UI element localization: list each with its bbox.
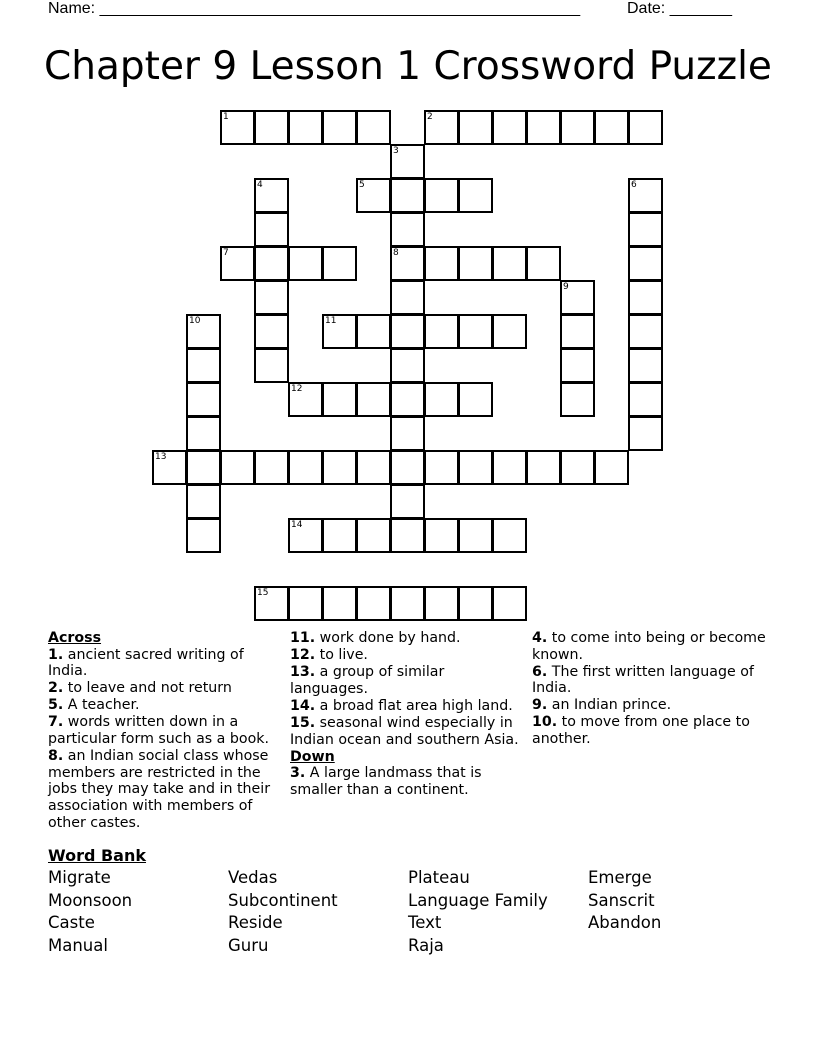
crossword-cell[interactable] bbox=[356, 110, 391, 145]
crossword-cell[interactable] bbox=[390, 518, 425, 553]
crossword-cell[interactable] bbox=[458, 178, 493, 213]
word-bank-item: Migrate bbox=[48, 868, 111, 887]
clue-number: 5 bbox=[359, 180, 365, 190]
crossword-cell[interactable] bbox=[492, 246, 527, 281]
crossword-cell[interactable] bbox=[356, 450, 391, 485]
crossword-cell[interactable] bbox=[424, 110, 459, 145]
crossword-cell[interactable] bbox=[560, 280, 595, 315]
crossword-cell[interactable] bbox=[424, 586, 459, 621]
crossword-cell[interactable] bbox=[186, 416, 221, 451]
crossword-cell[interactable] bbox=[254, 348, 289, 383]
crossword-cell[interactable] bbox=[628, 416, 663, 451]
crossword-cell[interactable] bbox=[458, 450, 493, 485]
clue-number: 11 bbox=[325, 316, 337, 326]
crossword-cell[interactable] bbox=[458, 110, 493, 145]
clues-column-1 bbox=[48, 630, 280, 832]
crossword-cell[interactable] bbox=[424, 518, 459, 553]
clue-across-14: 14. a broad flat area high land. bbox=[290, 697, 513, 714]
word-bank-column-4 bbox=[588, 867, 661, 935]
clue-number: 7 bbox=[223, 248, 229, 258]
crossword-cell[interactable] bbox=[220, 246, 255, 281]
crossword-cell[interactable] bbox=[220, 450, 255, 485]
crossword-cell[interactable] bbox=[254, 314, 289, 349]
clue-across-1: 1. ancient sacred writing of India. bbox=[48, 646, 244, 680]
word-bank-item: Plateau bbox=[408, 868, 470, 887]
crossword-cell[interactable] bbox=[526, 450, 561, 485]
clue-across-2: 2. to leave and not return bbox=[48, 680, 232, 697]
clue-down-9: 9. an Indian prince. bbox=[532, 697, 672, 714]
crossword-cell[interactable] bbox=[186, 314, 221, 349]
crossword-cell[interactable] bbox=[458, 586, 493, 621]
crossword-cell[interactable] bbox=[628, 110, 663, 145]
crossword-cell[interactable] bbox=[492, 586, 527, 621]
clue-number: 13 bbox=[155, 452, 167, 462]
crossword-cell[interactable] bbox=[390, 348, 425, 383]
clue-number: 6 bbox=[631, 180, 637, 190]
word-bank-item: Reside bbox=[228, 913, 283, 933]
crossword-cell[interactable] bbox=[390, 178, 425, 213]
clue-across-15: 15. seasonal wind especially in Indian ocean and southern Asia. bbox=[290, 714, 519, 748]
crossword-cell[interactable] bbox=[152, 450, 187, 485]
crossword-cell[interactable] bbox=[390, 382, 425, 417]
crossword-cell[interactable] bbox=[186, 518, 221, 553]
crossword-cell[interactable] bbox=[492, 314, 527, 349]
crossword-cell[interactable] bbox=[220, 110, 255, 145]
clue-down-4: 4. to come into being or become known. bbox=[532, 630, 766, 663]
crossword-cell[interactable] bbox=[628, 314, 663, 349]
clue-number: 9 bbox=[563, 282, 569, 292]
crossword-cell[interactable] bbox=[424, 246, 459, 281]
crossword-cell[interactable] bbox=[288, 110, 323, 145]
word-bank-item: Subcontinent bbox=[228, 890, 338, 910]
crossword-cell[interactable] bbox=[322, 450, 357, 485]
crossword-cell[interactable] bbox=[254, 246, 289, 281]
name-field: Name: ______________________________________________________ bbox=[48, 0, 581, 17]
crossword-cell[interactable] bbox=[560, 348, 595, 383]
crossword-cell[interactable] bbox=[186, 348, 221, 383]
crossword-cell[interactable] bbox=[492, 518, 527, 553]
crossword-cell[interactable] bbox=[458, 314, 493, 349]
word-bank-item: Raja bbox=[408, 935, 444, 955]
crossword-cell[interactable] bbox=[458, 382, 493, 417]
crossword-cell[interactable] bbox=[254, 178, 289, 213]
clue-number: 10 bbox=[189, 316, 201, 326]
word-bank-item: Caste bbox=[48, 913, 95, 933]
clue-number: 1 bbox=[223, 112, 229, 122]
crossword-cell[interactable] bbox=[390, 416, 425, 451]
crossword-cell[interactable] bbox=[560, 110, 595, 145]
word-bank-item: Manual bbox=[48, 935, 108, 955]
crossword-cell[interactable] bbox=[254, 586, 289, 621]
crossword-cell[interactable] bbox=[560, 450, 595, 485]
crossword-cell[interactable] bbox=[322, 246, 357, 281]
crossword-cell[interactable] bbox=[322, 586, 357, 621]
crossword-cell[interactable] bbox=[186, 484, 221, 519]
crossword-cell[interactable] bbox=[526, 110, 561, 145]
crossword-cell[interactable] bbox=[288, 586, 323, 621]
crossword-cell[interactable] bbox=[628, 382, 663, 417]
crossword-cell[interactable] bbox=[322, 314, 357, 349]
word-bank-column-3 bbox=[408, 867, 548, 957]
crossword-cell[interactable] bbox=[322, 518, 357, 553]
clues-column-2 bbox=[290, 630, 524, 799]
crossword-cell[interactable] bbox=[526, 246, 561, 281]
crossword-cell[interactable] bbox=[356, 382, 391, 417]
word-bank-item: Sanscrit bbox=[588, 890, 655, 910]
crossword-cell[interactable] bbox=[458, 518, 493, 553]
clue-across-8: 8. an Indian social class whose members are restricted in the jobs they may take and in their association with members of other castes. bbox=[48, 748, 271, 831]
clue-across-5: 5. A teacher. bbox=[48, 697, 140, 714]
crossword-cell[interactable] bbox=[254, 280, 289, 315]
crossword-cell[interactable] bbox=[186, 382, 221, 417]
crossword-cell[interactable] bbox=[492, 450, 527, 485]
crossword-cell[interactable] bbox=[390, 144, 425, 179]
page-title: Chapter 9 Lesson 1 Crossword Puzzle bbox=[44, 44, 772, 89]
crossword-cell[interactable] bbox=[356, 314, 391, 349]
clue-number: 15 bbox=[257, 588, 269, 598]
crossword-cell[interactable] bbox=[356, 586, 391, 621]
crossword-cell[interactable] bbox=[628, 280, 663, 315]
crossword-cell[interactable] bbox=[288, 246, 323, 281]
clue-down-3: 3. A large landmass that is smaller than a continent. bbox=[290, 765, 482, 798]
clue-across-7: 7. words written down in a particular form such as a book. bbox=[48, 714, 269, 748]
across-heading: Across bbox=[48, 630, 102, 646]
word-bank-item: Emerge bbox=[588, 868, 652, 887]
crossword-cell[interactable] bbox=[390, 212, 425, 247]
crossword-cell[interactable] bbox=[492, 110, 527, 145]
clues-column-3 bbox=[532, 630, 772, 748]
crossword-cell[interactable] bbox=[254, 450, 289, 485]
clue-down-6: 6. The first written language of India. bbox=[532, 663, 754, 697]
down-heading: Down bbox=[290, 748, 335, 765]
word-bank-column-2 bbox=[228, 867, 338, 957]
word-bank-heading: Word Bank bbox=[48, 846, 147, 865]
crossword-cell[interactable] bbox=[322, 382, 357, 417]
crossword-cell[interactable] bbox=[254, 110, 289, 145]
clue-number: 3 bbox=[393, 146, 399, 156]
clue-number: 8 bbox=[393, 248, 399, 258]
crossword-cell[interactable] bbox=[288, 450, 323, 485]
crossword-cell[interactable] bbox=[628, 212, 663, 247]
crossword-cell[interactable] bbox=[424, 314, 459, 349]
crossword-cell[interactable] bbox=[390, 450, 425, 485]
crossword-cell[interactable] bbox=[560, 382, 595, 417]
word-bank-column-1 bbox=[48, 867, 132, 957]
clue-number: 4 bbox=[257, 180, 263, 190]
crossword-cell[interactable] bbox=[628, 178, 663, 213]
crossword-cell[interactable] bbox=[628, 348, 663, 383]
clue-across-12: 12. to live. bbox=[290, 647, 368, 664]
crossword-cell[interactable] bbox=[628, 246, 663, 281]
crossword-cell[interactable] bbox=[390, 484, 425, 519]
crossword-cell[interactable] bbox=[356, 518, 391, 553]
clue-down-10: 10. to move from one place to another. bbox=[532, 714, 750, 748]
word-bank-item: Text bbox=[408, 913, 442, 933]
date-field: Date: _______ bbox=[627, 0, 732, 17]
clue-across-11: 11. work done by hand. bbox=[290, 630, 461, 646]
clue-number: 14 bbox=[291, 520, 303, 530]
word-bank-item: Moonsoon bbox=[48, 890, 133, 910]
word-bank-item: Abandon bbox=[588, 913, 662, 933]
crossword-cell[interactable] bbox=[390, 314, 425, 349]
crossword-cell[interactable] bbox=[424, 382, 459, 417]
crossword-cell[interactable] bbox=[594, 110, 629, 145]
crossword-cell[interactable] bbox=[390, 280, 425, 315]
crossword-cell[interactable] bbox=[390, 246, 425, 281]
crossword-cell[interactable] bbox=[288, 382, 323, 417]
crossword-cell[interactable] bbox=[186, 450, 221, 485]
word-bank-item: Guru bbox=[228, 935, 269, 955]
word-bank-item: Language Family bbox=[408, 890, 548, 910]
crossword-cell[interactable] bbox=[254, 212, 289, 247]
crossword-cell[interactable] bbox=[322, 110, 357, 145]
clue-across-13: 13. a group of similar languages. bbox=[290, 664, 445, 697]
clue-number: 12 bbox=[291, 384, 303, 394]
crossword-cell[interactable] bbox=[390, 586, 425, 621]
crossword-cell[interactable] bbox=[594, 450, 629, 485]
crossword-cell[interactable] bbox=[560, 314, 595, 349]
crossword-cell[interactable] bbox=[424, 178, 459, 213]
crossword-cell[interactable] bbox=[356, 178, 391, 213]
crossword-cell[interactable] bbox=[288, 518, 323, 553]
clue-number: 2 bbox=[427, 112, 433, 122]
crossword-cell[interactable] bbox=[458, 246, 493, 281]
crossword-cell[interactable] bbox=[424, 450, 459, 485]
word-bank-item: Vedas bbox=[228, 868, 278, 887]
